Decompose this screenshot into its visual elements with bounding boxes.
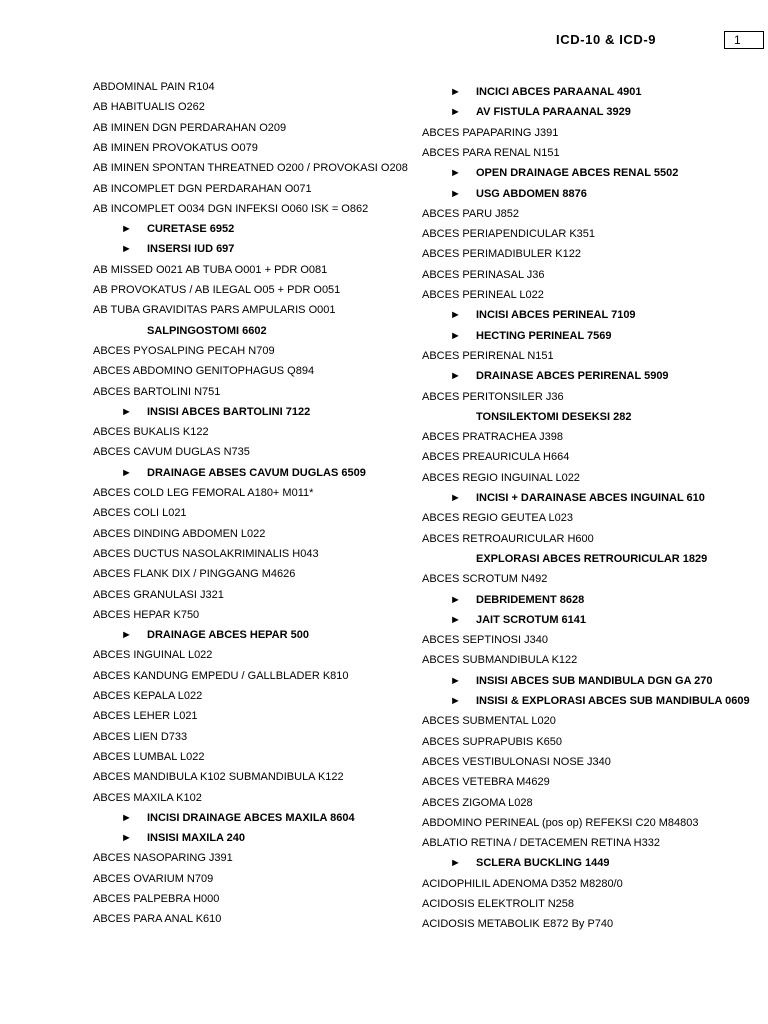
procedure-entry [450,369,669,383]
entry-text: ABCES PRATRACHEA J398 [422,431,564,444]
entry-text: ABCES SUBMENTAL L020 [422,715,556,728]
arrow-bullet-icon: ► [450,695,461,707]
entry-text: OPEN DRAINAGE ABCES RENAL 5502 [476,167,679,180]
entry-text: ABCES REGIO GEUTEA L023 [422,512,574,525]
entry-text: CURETASE 6952 [147,223,235,236]
entry-text: INCISI + DARAINASE ABCES INGUINAL 610 [476,492,705,504]
entry-text: SALPINGOSTOMI 6602 [147,324,267,337]
arrow-bullet-icon: ► [121,243,132,256]
procedure-entry [450,593,584,607]
diagnosis-entry [93,486,313,500]
diagnosis-entry [422,917,613,931]
arrow-bullet-icon: ► [450,613,461,626]
entry-text: JAIT SCROTUM 6141 [476,613,587,626]
procedure-entry [450,85,641,99]
procedure-entry [450,674,713,688]
entry-text: AB HABITUALIS O262 [93,101,205,114]
entry-text: ABCES HEPAR K750 [93,608,200,621]
entry-text: INSISI MAXILA 240 [147,832,246,845]
procedure-entry [450,856,609,870]
diagnosis-entry [93,912,221,926]
procedure-entry [121,628,309,642]
diagnosis-entry [93,892,219,906]
entry-text: ACIDOSIS METABOLIK E872 By P740 [422,918,614,931]
diagnosis-entry [93,689,202,703]
entry-text: EXPLORASI ABCES RETROURICULAR 1829 [476,552,708,565]
arrow-bullet-icon: ► [450,187,461,200]
entry-text: DRAINAGE ABSES CAVUM DUGLAS 6509 [147,466,366,479]
entry-text: DRAINASE ABCES PERIRENAL 5909 [476,370,669,383]
entry-text: ABCES PERIRENAL N151 [422,349,554,362]
procedure-entry [121,405,310,419]
procedure-entry [450,187,587,201]
arrow-bullet-icon: ► [121,223,132,236]
entry-text: ABCES INGUINAL L022 [93,649,213,662]
entry-text: ABCES SUBMANDIBULA K122 [422,654,578,667]
procedure-entry [121,811,355,825]
diagnosis-entry [93,770,344,784]
diagnosis-entry [93,425,209,439]
arrow-bullet-icon: ► [121,832,132,845]
diagnosis-entry [422,714,556,728]
diagnosis-entry [93,851,233,865]
entry-text: ACIDOSIS ELEKTROLIT N258 [422,898,575,910]
procedure-entry [121,222,234,236]
entry-text: ABCES BARTOLINI N751 [93,385,221,398]
diagnosis-entry [422,227,595,241]
entry-text: ABCES PALPEBRA H000 [93,893,220,905]
diagnosis-entry [422,532,594,546]
diagnosis-entry [422,288,544,302]
entry-text: ABLATIO RETINA / DETACEMEN RETINA H332 [422,837,660,850]
diagnosis-entry [93,567,295,581]
diagnosis-entry [422,775,550,789]
entry-text: INSISI & EXPLORASI ABCES SUB MANDIBULA 0609 [476,695,750,707]
diagnosis-entry [93,364,314,378]
entry-text: AB TUBA GRAVIDITAS PARS AMPULARIS O001 [93,304,336,317]
entry-text: INCISI DRAINAGE ABCES MAXILA 8604 [147,811,355,824]
entry-text: ABCES REGIO INGUINAL L022 [422,471,580,484]
entry-text: ABCES NASOPARING J391 [93,852,233,865]
entry-text: ABCES PERIMADIBULER K122 [422,248,581,261]
diagnosis-entry [93,161,408,175]
diagnosis-entry [93,182,312,196]
diagnosis-entry [422,450,569,464]
entry-text: ABCES KEPALA L022 [93,690,203,702]
entry-text: ABCES LEHER L021 [93,710,198,723]
entry-text: ABDOMINAL PAIN R104 [93,81,215,93]
entry-text: ABCES DUCTUS NASOLAKRIMINALIS H043 [93,547,319,560]
diagnosis-entry [93,648,212,662]
entry-text: AB IMINEN SPONTAN THREATNED O200 / PROVOKASI O208 [93,162,408,175]
diagnosis-entry [93,608,199,622]
diagnosis-entry [93,100,205,114]
entry-text: ABCES PARA ANAL K610 [93,913,222,926]
entry-text: ABCES ABDOMINO GENITOPHAGUS Q894 [93,365,315,378]
entry-text: ABCES FLANK DIX / PINGGANG M4626 [93,568,296,581]
entry-text: INSERSI IUD 697 [147,243,235,256]
entry-text: ABCES GRANULASI J321 [93,588,224,601]
entry-text: ABCES PARU J852 [422,207,520,220]
diagnosis-entry [422,146,560,160]
arrow-bullet-icon: ► [450,106,461,119]
diagnosis-entry [422,207,519,221]
diagnosis-entry [422,633,548,647]
diagnosis-entry [93,872,213,886]
entry-text: ABCES BUKALIS K122 [93,426,209,439]
diagnosis-entry [422,816,699,830]
diagnosis-entry [422,796,533,810]
entry-text: ABCES PARA RENAL N151 [422,146,560,159]
diagnosis-entry [93,121,286,135]
procedure-entry [476,410,631,424]
entry-text: ABCES COLI L021 [93,507,187,520]
entry-text: USG ABDOMEN 8876 [476,187,587,200]
arrow-bullet-icon: ► [450,309,461,322]
arrow-bullet-icon: ► [121,629,132,642]
entry-text: ABCES CAVUM DUGLAS N735 [93,446,250,459]
entry-text: ABCES PREAURICULA H664 [422,451,570,464]
arrow-bullet-icon: ► [450,593,461,606]
entry-text: AB INCOMPLET DGN PERDARAHAN O071 [93,182,312,195]
diagnosis-entry [422,511,573,525]
entry-text: ABCES PERITONSILER J36 [422,390,564,403]
entry-text: ABCES KANDUNG EMPEDU / GALLBLADER K810 [93,669,349,682]
diagnosis-entry [93,283,340,297]
arrow-bullet-icon: ► [450,167,461,180]
entry-text: DRAINAGE ABCES HEPAR 500 [147,629,309,642]
entry-text: ABDOMINO PERINEAL (pos op) REFEKSI C20 M84803 [422,816,699,829]
entry-text: ABCES SEPTINOSI J340 [422,634,548,647]
entry-text: ABCES PYOSALPING PECAH N709 [93,344,275,357]
arrow-bullet-icon: ► [450,857,461,870]
entry-text: INCICI ABCES PARAANAL 4901 [476,86,642,98]
entry-text: INCISI ABCES PERINEAL 7109 [476,309,636,322]
procedure-entry [450,329,612,343]
arrow-bullet-icon: ► [450,492,461,504]
diagnosis-entry [93,588,224,602]
entry-text: AB IMINEN PROVOKATUS O079 [93,141,258,154]
arrow-bullet-icon: ► [121,811,132,824]
diagnosis-entry [422,877,623,891]
entry-text: ACIDOPHILIL ADENOMA D352 M8280/0 [422,877,623,890]
entry-text: ABCES LIEN D733 [93,730,188,743]
entry-text: HECTING PERINEAL 7569 [476,329,612,342]
entry-text: ABCES VESTIBULONASI NOSE J340 [422,755,611,768]
diagnosis-entry [93,80,215,94]
diagnosis-entry [93,344,275,358]
diagnosis-entry [93,263,327,277]
procedure-entry [450,491,705,505]
diagnosis-entry [422,735,562,749]
procedure-entry [476,552,707,566]
entry-text: SCLERA BUCKLING 1449 [476,857,610,870]
arrow-bullet-icon: ► [450,370,461,383]
procedure-entry [450,166,678,180]
diagnosis-entry [422,247,581,261]
diagnosis-entry [93,527,265,541]
procedure-entry [147,324,267,338]
entry-text: ABCES MANDIBULA K102 SUBMANDIBULA K122 [93,771,344,784]
procedure-entry [121,466,366,480]
arrow-bullet-icon: ► [121,466,132,479]
diagnosis-entry [93,669,349,683]
diagnosis-entry [93,445,250,459]
diagnosis-entry [422,897,574,911]
procedure-entry [450,308,636,322]
diagnosis-entry [422,471,580,485]
entry-text: ABCES COLD LEG FEMORAL A180+ M011* [93,487,314,499]
entry-text: ABCES LUMBAL L022 [93,750,205,763]
page-number-box [724,31,764,49]
diagnosis-entry [93,202,368,216]
entry-text: ABCES MAXILA K102 [93,791,202,804]
page-title: ICD-10 & ICD-9 [556,32,657,47]
entry-text: AB IMINEN DGN PERDARAHAN O209 [93,121,287,134]
entry-text: ABCES VETEBRA M4629 [422,776,550,789]
entry-text: ABCES SCROTUM N492 [422,573,548,586]
entry-text: ABCES SUPRAPUBIS K650 [422,735,563,748]
entry-text: DEBRIDEMENT 8628 [476,593,585,606]
entry-text: ABCES PAPAPARING J391 [422,126,559,139]
entry-text: AB PROVOKATUS / AB ILEGAL O05 + PDR O051 [93,284,341,296]
entry-text: AB MISSED O021 AB TUBA O001 + PDR O081 [93,263,328,276]
entry-text: ABCES PERIAPENDICULAR K351 [422,228,596,241]
arrow-bullet-icon: ► [121,405,132,418]
diagnosis-entry [422,836,660,850]
procedure-entry [121,242,234,256]
entry-text: ABCES RETROAURICULAR H600 [422,532,594,545]
procedure-entry [450,694,750,708]
entry-text: ABCES OVARIUM N709 [93,872,214,885]
diagnosis-entry [93,750,204,764]
entry-text: INSISI ABCES SUB MANDIBULA DGN GA 270 [476,674,713,687]
arrow-bullet-icon: ► [450,674,461,687]
entry-text: ABCES PERINEAL L022 [422,289,544,301]
diagnosis-entry [93,141,258,155]
diagnosis-entry [422,653,577,667]
entry-text: ABCES PERINASAL J36 [422,268,545,281]
entry-text: TONSILEKTOMI DESEKSI 282 [476,410,632,423]
diagnosis-entry [422,268,544,282]
entry-text: AB INCOMPLET O034 DGN INFEKSI O060 ISK = O862 [93,202,369,215]
diagnosis-entry [422,430,563,444]
entry-text: ABCES DINDING ABDOMEN L022 [93,527,266,540]
procedure-entry [450,613,586,627]
diagnosis-entry [422,572,547,586]
diagnosis-entry [93,730,187,744]
diagnosis-entry [93,385,220,399]
procedure-entry [121,831,245,845]
diagnosis-entry [93,506,187,520]
diagnosis-entry [422,126,558,140]
entry-text: ABCES ZIGOMA L028 [422,796,533,809]
entry-text: INSISI ABCES BARTOLINI 7122 [147,405,311,418]
diagnosis-entry [422,390,564,404]
arrow-bullet-icon: ► [450,329,461,342]
entry-text: AV FISTULA PARAANAL 3929 [476,106,631,119]
diagnosis-entry [93,709,198,723]
diagnosis-entry [422,349,554,363]
arrow-bullet-icon: ► [450,86,461,98]
page-number: 1 [734,33,741,47]
diagnosis-entry [93,547,319,561]
diagnosis-entry [93,791,202,805]
diagnosis-entry [93,303,336,317]
procedure-entry [450,105,631,119]
diagnosis-entry [422,755,611,769]
